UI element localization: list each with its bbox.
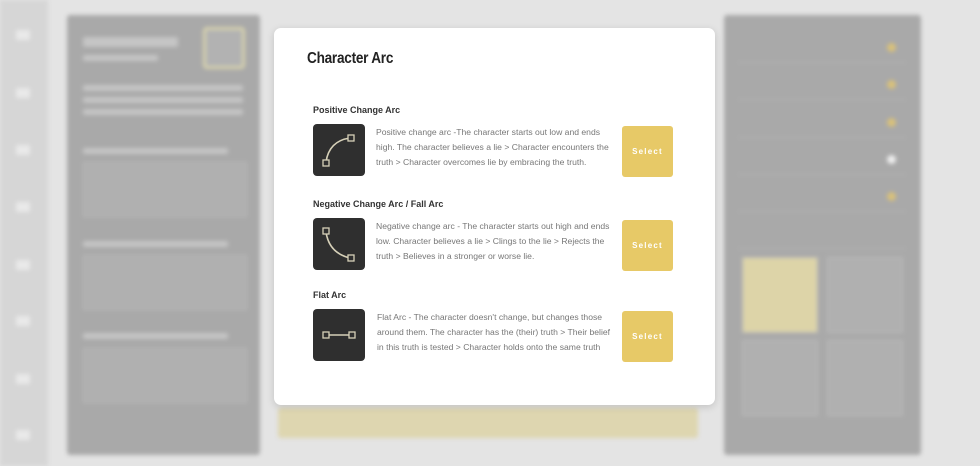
rising-curve-icon bbox=[313, 124, 365, 176]
save-bar bbox=[278, 408, 698, 438]
option-description: Positive change arc -The character starts out low and ends high. The character believes a lie > Character encounters the truth > Character overcomes lie by embracing the truth. bbox=[376, 127, 609, 167]
select-negative-arc-button[interactable]: Select bbox=[622, 220, 673, 271]
option-heading: Negative Change Arc / Fall Arc bbox=[313, 199, 444, 209]
arc-option-negative bbox=[313, 199, 693, 271]
option-heading: Positive Change Arc bbox=[313, 105, 401, 115]
sidebar bbox=[0, 0, 48, 466]
select-flat-arc-button[interactable]: Select bbox=[622, 311, 673, 362]
select-positive-arc-button[interactable]: Select bbox=[622, 126, 673, 177]
option-heading: Flat Arc bbox=[313, 290, 347, 300]
option-description: Flat Arc - The character doesn't change, but changes those around them. The character has the (their) truth > Their belief in this truth is tested > Character holds onto the same truth bbox=[377, 312, 611, 352]
right-panel bbox=[724, 15, 921, 455]
arc-option-positive bbox=[313, 105, 693, 177]
arc-option-flat bbox=[313, 290, 693, 362]
option-description: Negative change arc - The character starts out high and ends low. Character believes a lie > Clings to the lie > Rejects the truth > Believes in a stronger or worse lie. bbox=[376, 221, 610, 261]
falling-curve-icon bbox=[313, 218, 365, 270]
modal-title: Character Arc bbox=[307, 50, 394, 67]
character-arc-modal bbox=[274, 28, 715, 405]
left-panel bbox=[67, 15, 260, 455]
arc-thumbnail bbox=[203, 27, 245, 69]
flat-line-icon bbox=[313, 309, 365, 361]
